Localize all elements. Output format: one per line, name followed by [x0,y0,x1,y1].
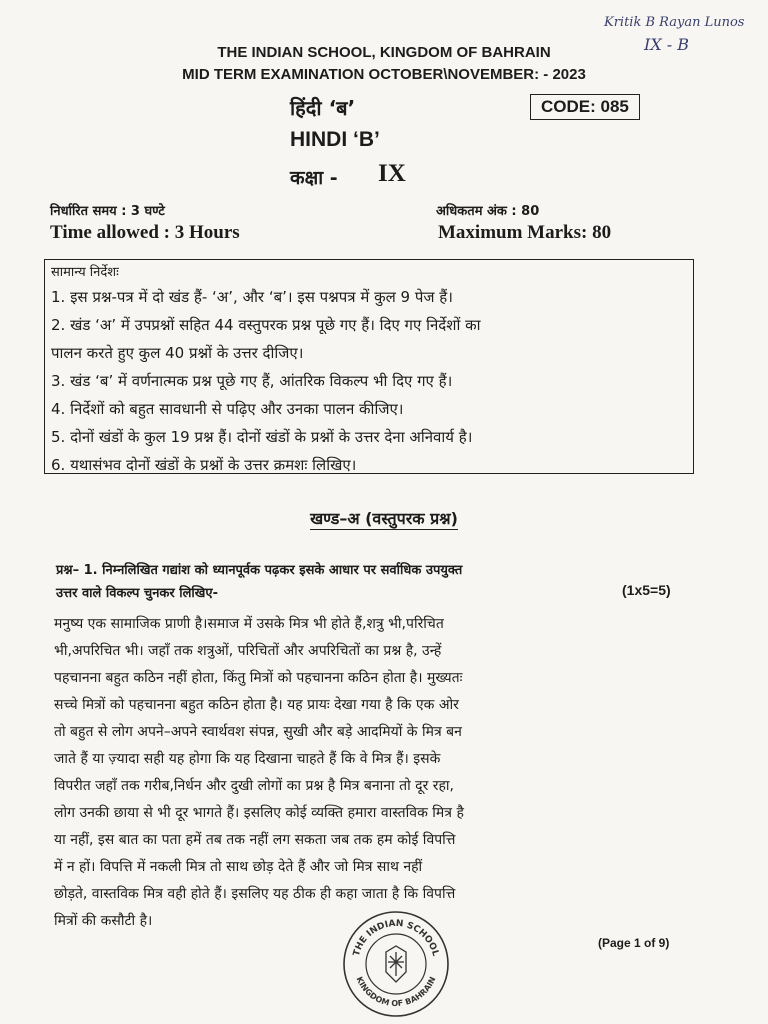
handwritten-name: Kritik B Rayan Lunos [604,15,745,30]
passage-line: या नहीं, इस बात का पता हमें तब तक नहीं लग सकता जब तक हम कोई विपत्ति [54,832,456,848]
instruction-line: पालन करते हुए कुल 40 प्रश्नों के उत्तर दीजिए। [51,344,304,362]
seal-bottom-text: KINGDOM OF BAHRAIN [354,975,438,1009]
passage-line: मित्रों की कसौटी है। [54,913,153,929]
instruction-line: 4. निर्देशों को बहुत सावधानी से पढ़िए और उनका पालन कीजिए। [51,400,404,418]
passage-line: जाते हैं या ज़्यादा सही यह होगा कि यह दिखाना चाहते हैं कि वे मित्र हैं। इसके [54,751,441,767]
instructions-heading: सामान्य निर्देशः [51,265,119,280]
exam-title: MID TERM EXAMINATION OCTOBER\NOVEMBER: - 2023 [182,66,586,83]
max-marks-english: Maximum Marks: 80 [438,222,612,243]
subject-english: HINDI ‘B’ [290,128,380,151]
passage-line: लोग उनकी छाया से भी दूर भागते हैं। इसलिए कोई व्यक्ति हमारा वास्तविक मित्र है [54,805,464,821]
svg-text:THE INDIAN SCHOOL [352,919,440,958]
passage-line: सच्चे मित्रों को पहचानना बहुत कठिन होता है। यह प्रायः देखा गया है कि एक ओर [54,697,459,713]
passage-line: में न हों। विपत्ति में नकली मित्र तो साथ छोड़ देते हैं और जो मित्र साथ नहीं [54,859,423,875]
instruction-line: 1. इस प्रश्न-पत्र में दो खंड हैं- ‘अ’, और ‘ब’। इस पश्नपत्र में कुल 9 पेज हैं। [51,288,453,306]
passage-line: तो बहुत से लोग अपने–अपने स्वार्थवश संपन्न, सुखी और बड़े आदमियों के मित्र बन [54,724,462,740]
passage [54,611,714,935]
question-1-prompt: प्रश्न– 1. निम्नलिखित गद्यांश को ध्यानपूर्वक पढ़कर इसके आधार पर सर्वाधिक उपयुक्त [56,563,463,578]
question-1-prompt-cont: उत्तर वाले विकल्प चुनकर लिखिए- [56,586,219,601]
passage-line: मनुष्य एक सामाजिक प्राणी है।समाज में उसके मित्र भी होते हैं,शत्रु भी,परिचित [54,616,444,632]
passage-line: छोड़ते, वास्तविक मित्र वही होते हैं। इसलिए यह ठीक ही कहा जाता है कि विपत्ति [54,886,456,902]
passage-line: भी,अपरिचित भी। जहाँ तक शत्रुओं, परिचितों और अपरिचितों का प्रश्न है, उन्हें [54,643,442,659]
section-title-text: खण्ड–अ (वस्तुपरक प्रश्न) [310,509,458,528]
question-1-marks: (1x5=5) [622,582,671,598]
subject-hindi: हिंदी ‘ब’ [290,96,356,120]
passage-line: पहचानना बहुत कठिन नहीं होता, किंतु मित्रों को पहचानना कठिन होता है। मुख्यतः [54,670,463,686]
svg-text:KINGDOM OF BAHRAIN [355,975,438,1008]
instruction-line: 2. खंड ‘अ’ में उपप्रश्नों सहित 44 वस्तुपरक प्रश्न पूछे गए हैं। दिए गए निर्देशों का [51,316,481,334]
subject-code: CODE: 085 [530,94,640,120]
instruction-line: 5. दोनों खंडों के कुल 19 प्रश्न हैं। दोनों खंडों के प्रश्नों के उत्तर देना अनिवार्य है। [51,428,473,446]
max-marks-hindi: अधिकतम अंक : 80 [436,204,540,219]
class-label: कक्षा - [290,167,338,189]
school-name: THE INDIAN SCHOOL, KINGDOM OF BAHRAIN [217,44,551,61]
class-value: IX [378,160,406,187]
passage-line: विपरीत जहाँ तक गरीब,निर्धन और दुखी लोगों का प्रश्न है मित्र बनाना तो दूर रहा, [54,778,455,794]
school-seal-icon [342,910,450,1018]
time-allowed-hindi: निर्धारित समय : 3 घण्टे [50,204,165,219]
seal-top-text: THE INDIAN SCHOOL [351,918,441,958]
handwritten-class: IX - B [644,35,690,54]
instruction-line: 3. खंड ‘ब’ में वर्णनात्मक प्रश्न पूछे गए हैं, आंतरिक विकल्प भी दिए गए हैं। [51,372,453,390]
general-instructions [44,259,694,474]
page-number: (Page 1 of 9) [598,936,670,950]
time-allowed-english: Time allowed : 3 Hours [50,222,240,243]
section-title [0,507,768,529]
instruction-line: 6. यथासंभव दोनों खंडों के प्रश्नों के उत्तर क्रमशः लिखिए। [51,456,357,474]
